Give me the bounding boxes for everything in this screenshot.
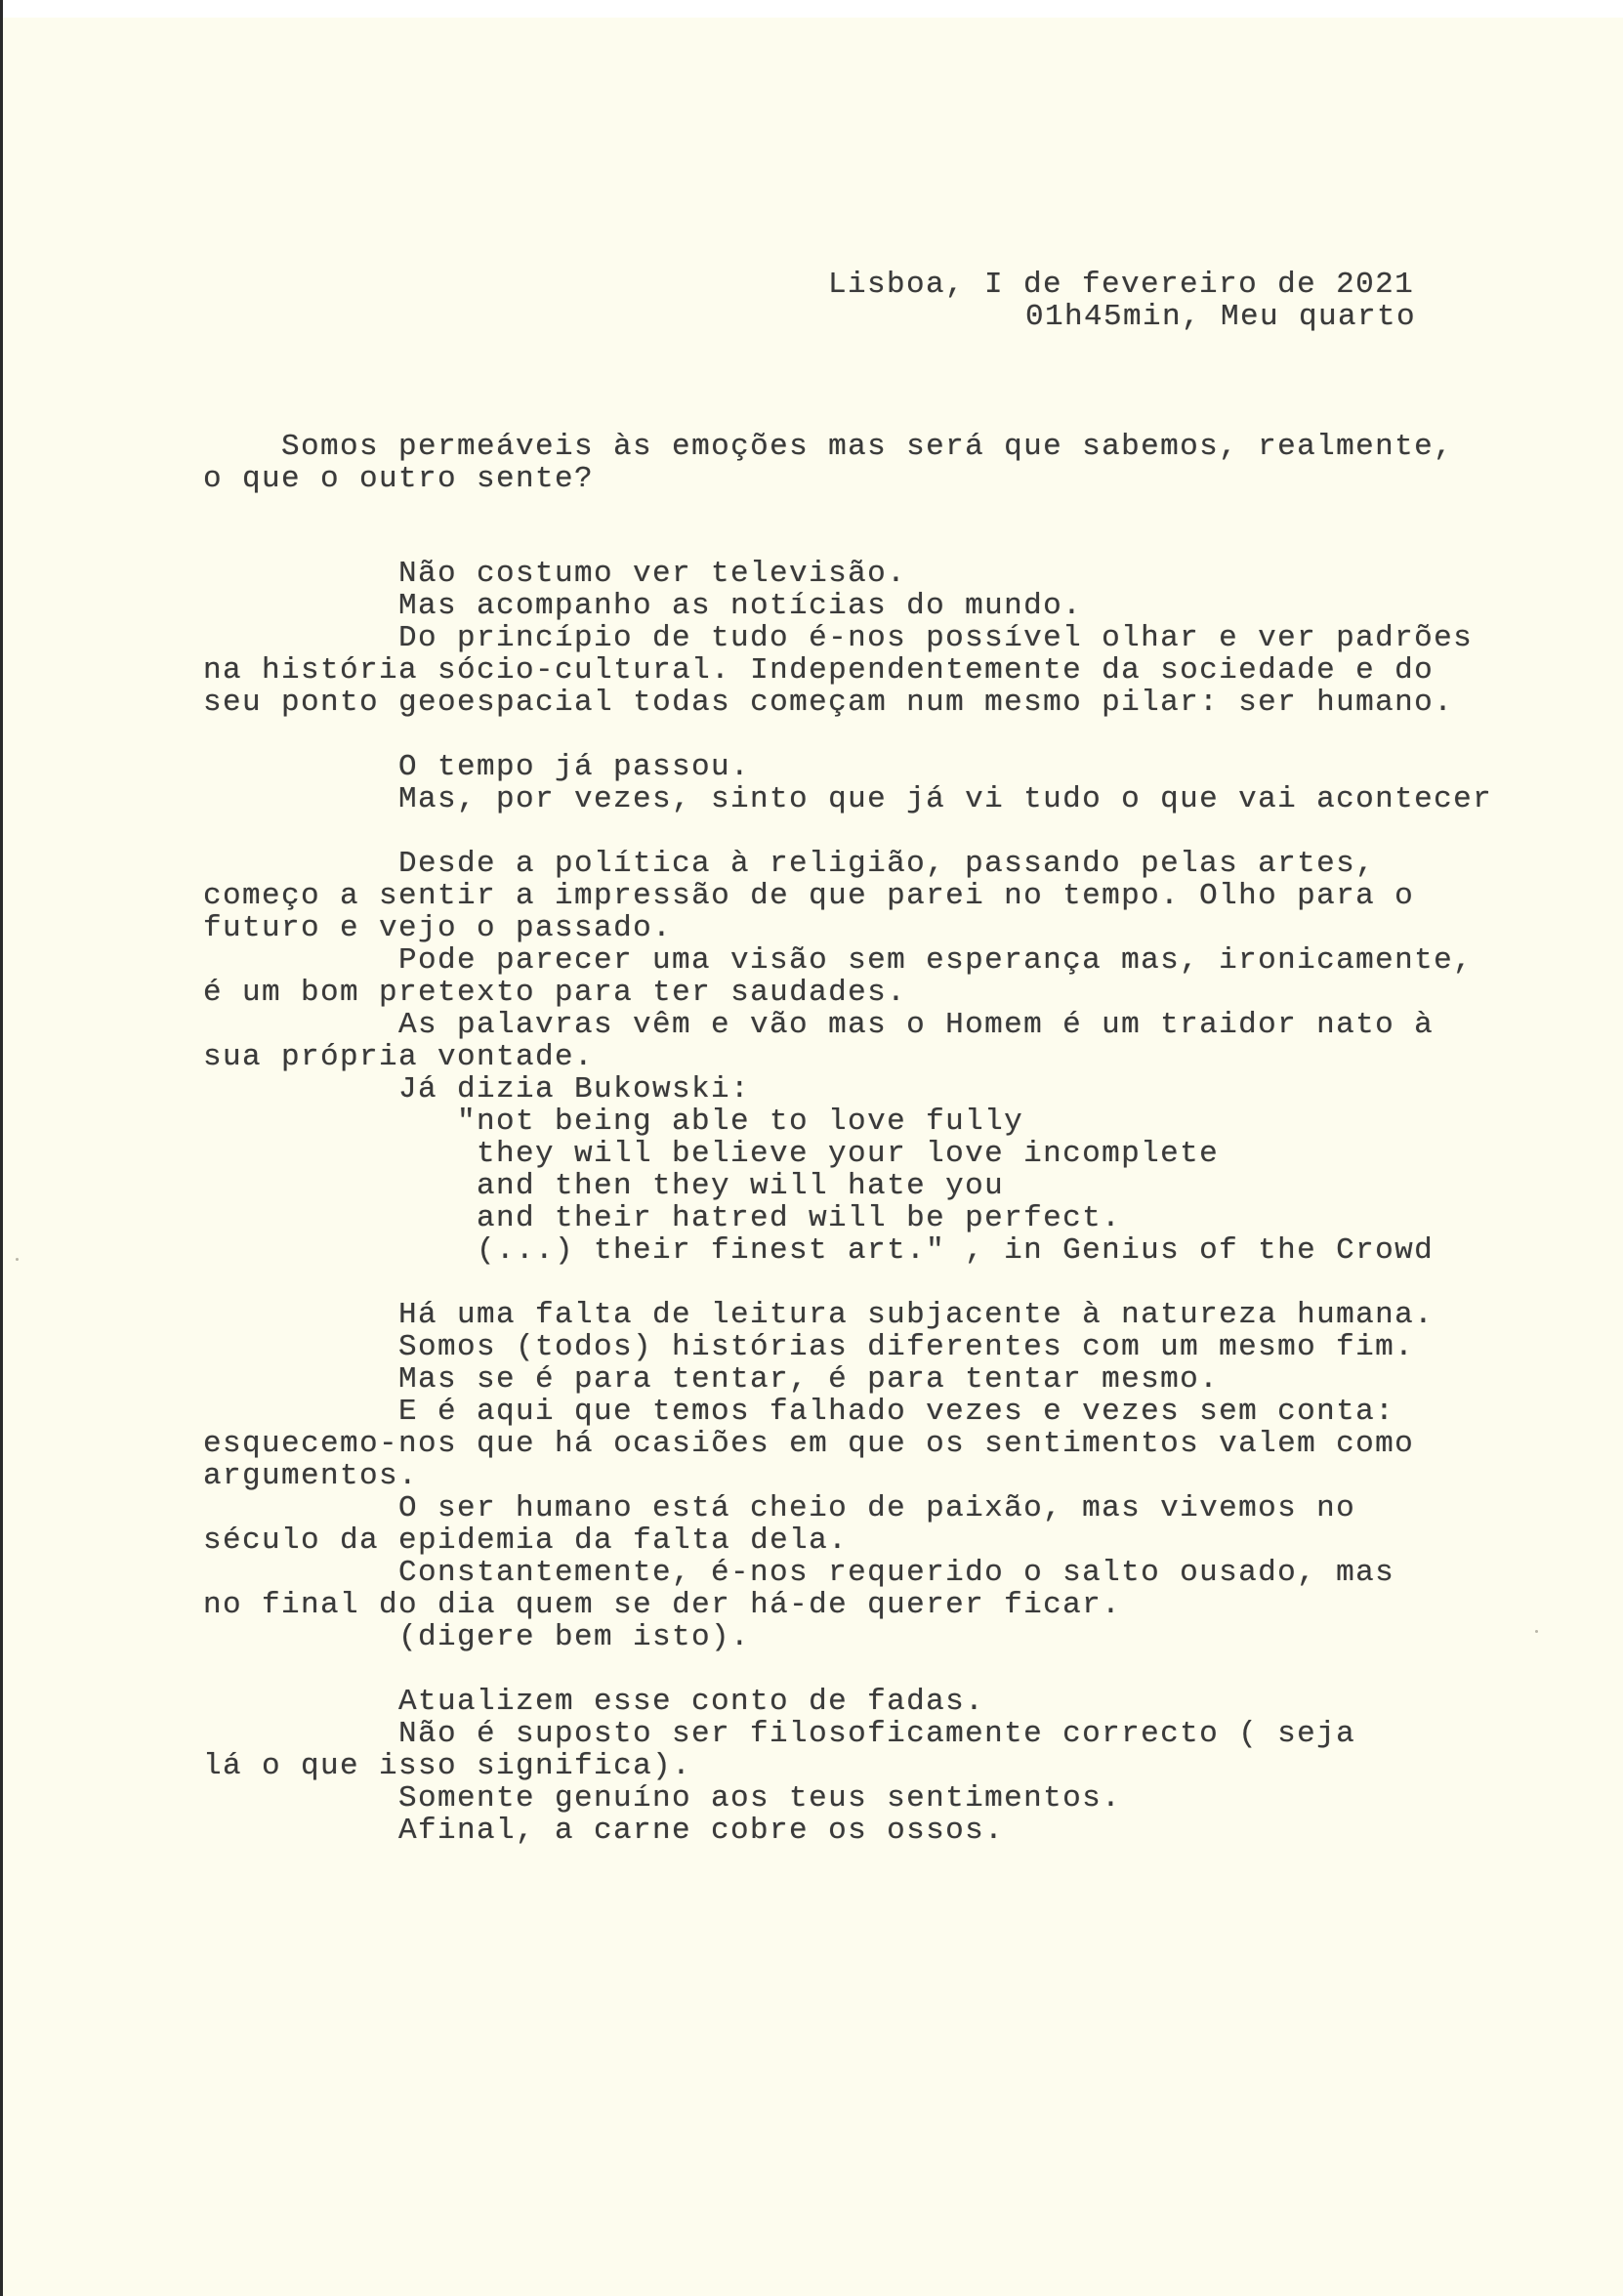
scan-top-margin	[0, 0, 1623, 18]
text-line: futuro e vejo o passado.	[203, 911, 673, 945]
text-line: sua própria vontade.	[203, 1040, 595, 1074]
text-line: O ser humano está cheio de paixão, mas vivemos no	[398, 1491, 1356, 1525]
text-line: Somos (todos) histórias diferentes com um mesmo fim.	[398, 1330, 1415, 1364]
text-line: Somos permeáveis às emoções mas será que sabemos, realmente,	[281, 430, 1454, 464]
quote-line: (...) their finest art." , in Genius of the Crowd	[477, 1233, 1435, 1268]
text-line: esquecemo-nos que há ocasiões em que os sentimentos valem como	[203, 1427, 1415, 1461]
text-line: (digere bem isto).	[398, 1620, 751, 1654]
text-line: Pode parecer uma visão sem esperança mas, ironicamente,	[398, 943, 1474, 978]
text-line: Não é suposto ser filosoficamente correcto ( seja	[398, 1717, 1356, 1751]
quote-line: "not being able to love fully	[457, 1105, 1024, 1139]
text-line: o que o outro sente?	[203, 462, 595, 496]
text-line: Constantemente, é-nos requerido o salto ousado, mas	[398, 1556, 1395, 1590]
text-line: seu ponto geoespacial todas começam num mesmo pilar: ser humano.	[203, 686, 1454, 720]
text-line: começo a sentir a impressão de que parei no tempo. Olho para o	[203, 879, 1415, 913]
paper-speck	[16, 1258, 19, 1261]
quote-line: they will believe your love incomplete	[477, 1137, 1220, 1171]
text-line: século da epidemia da falta dela.	[203, 1524, 849, 1558]
text-line: Atualizem esse conto de fadas.	[398, 1685, 985, 1719]
text-line: Somente genuíno aos teus sentimentos.	[398, 1781, 1122, 1816]
text-line: na história sócio-cultural. Independentemente da sociedade e do	[203, 653, 1435, 688]
paper-speck	[1535, 1630, 1538, 1633]
text-line: O tempo já passou.	[398, 750, 751, 784]
text-line: argumentos.	[203, 1459, 419, 1493]
time-place: 01h45min, Meu quarto	[1025, 300, 1417, 334]
quote-line: and their hatred will be perfect.	[477, 1201, 1122, 1235]
quote-line: and then they will hate you	[477, 1169, 1005, 1203]
scan-left-edge	[0, 0, 3, 2296]
text-line: Do princípio de tudo é-nos possível olhar e ver padrões	[398, 621, 1474, 655]
text-line: As palavras vêm e vão mas o Homem é um traidor nato à	[398, 1008, 1435, 1042]
text-line: no final do dia quem se der há-de querer ficar.	[203, 1588, 1122, 1622]
text-line: E é aqui que temos falhado vezes e vezes sem conta:	[398, 1395, 1395, 1429]
text-line: Mas, por vezes, sinto que já vi tudo o que vai acontecer	[398, 782, 1493, 816]
place-date: Lisboa, I de fevereiro de 2021	[828, 268, 1415, 302]
text-line: é um bom pretexto para ter saudades.	[203, 976, 907, 1010]
text-line: Há uma falta de leitura subjacente à natureza humana.	[398, 1298, 1435, 1332]
text-line: Já dizia Bukowski:	[398, 1072, 751, 1106]
text-line: Afinal, a carne cobre os ossos.	[398, 1814, 1005, 1848]
text-line: Mas se é para tentar, é para tentar mesmo.	[398, 1362, 1220, 1397]
text-line: Mas acompanho as notícias do mundo.	[398, 589, 1083, 623]
text-line: Não costumo ver televisão.	[398, 557, 907, 591]
text-line: Desde a política à religião, passando pelas artes,	[398, 847, 1376, 881]
text-line: lá o que isso significa).	[203, 1749, 692, 1783]
